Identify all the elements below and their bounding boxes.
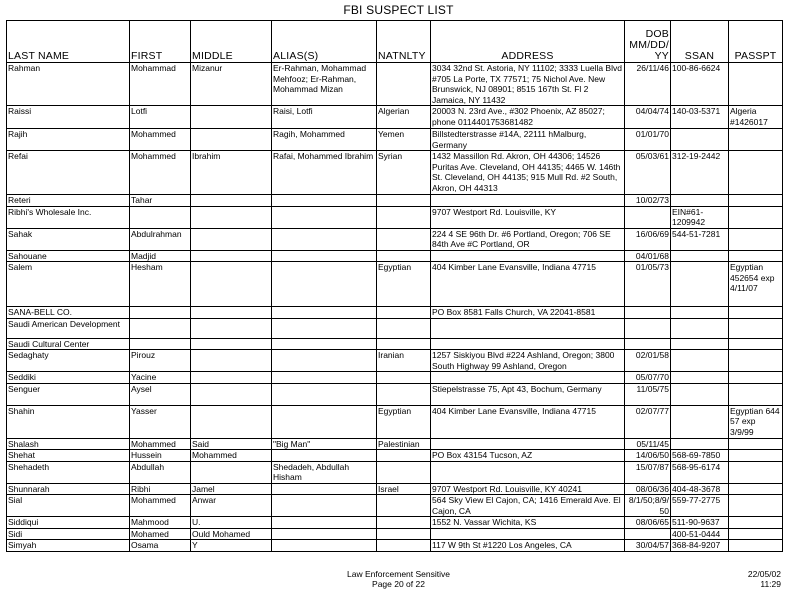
cell-last-name: Reteri (7, 195, 130, 207)
cell-ssan (671, 129, 729, 151)
cell-aliases (272, 495, 377, 517)
cell-last-name: SANA-BELL CO. (7, 307, 130, 319)
cell-aliases (272, 206, 377, 228)
cell-address (431, 318, 625, 338)
cell-middle-name (191, 338, 272, 350)
cell-middle-name (191, 106, 272, 129)
cell-dob: 8/1/50;8/9/50 (625, 495, 671, 517)
cell-middle-name (191, 318, 272, 338)
cell-address: 1257 Siskiyou Blvd #224 Ashland, Oregon; 3800 South Highway 99 Ashland, Oregon (431, 350, 625, 372)
cell-aliases (272, 517, 377, 529)
cell-address: 404 Kimber Lane Evansville, Indiana 47715 (431, 262, 625, 307)
cell-aliases (272, 383, 377, 405)
cell-address (431, 438, 625, 450)
cell-ssan (671, 250, 729, 262)
cell-address (431, 250, 625, 262)
cell-address: 9707 Westport Rd. Louisville, KY 40241 (431, 483, 625, 495)
table-row (7, 450, 783, 462)
cell-nationality: Egyptian (377, 262, 431, 307)
cell-dob (625, 338, 671, 350)
cell-passport (729, 338, 783, 350)
cell-first-name: Yasser (130, 405, 191, 438)
table-body (7, 63, 783, 552)
cell-passport (729, 450, 783, 462)
cell-nationality (377, 528, 431, 540)
cell-dob: 26/11/46 (625, 63, 671, 106)
table-row (7, 495, 783, 517)
cell-ssan (671, 383, 729, 405)
cell-passport (729, 129, 783, 151)
cell-dob: 08/06/36 (625, 483, 671, 495)
cell-passport (729, 195, 783, 207)
table-row (7, 528, 783, 540)
cell-nationality: Iranian (377, 350, 431, 372)
cell-passport (729, 540, 783, 552)
cell-aliases: Er-Rahman, Mohammad Mehfooz; Er-Rahman, Mohammad Mizan (272, 63, 377, 106)
table-row (7, 318, 783, 338)
cell-passport: Algeria #1426017 (729, 106, 783, 129)
cell-address: 564 Sky View El Cajon, CA; 1416 Emerald Ave. El Cajon, CA (431, 495, 625, 517)
cell-address (431, 195, 625, 207)
cell-nationality (377, 63, 431, 106)
cell-aliases (272, 450, 377, 462)
cell-middle-name (191, 461, 272, 483)
cell-last-name: Saudi Cultural Center (7, 338, 130, 350)
cell-ssan: 544-51-7281 (671, 228, 729, 250)
cell-first-name: Tahar (130, 195, 191, 207)
table-row (7, 307, 783, 319)
cell-ssan (671, 405, 729, 438)
cell-ssan: 404-48-3678 (671, 483, 729, 495)
cell-ssan: 568-95-6174 (671, 461, 729, 483)
cell-nationality (377, 461, 431, 483)
cell-ssan (671, 262, 729, 307)
cell-passport (729, 350, 783, 372)
cell-last-name: Shalash (7, 438, 130, 450)
cell-dob: 01/05/73 (625, 262, 671, 307)
cell-ssan: 140-03-5371 (671, 106, 729, 129)
cell-dob: 02/07/77 (625, 405, 671, 438)
cell-first-name: Osama (130, 540, 191, 552)
cell-dob (625, 318, 671, 338)
cell-passport (729, 307, 783, 319)
cell-middle-name: Ould Mohamed (191, 528, 272, 540)
cell-aliases (272, 540, 377, 552)
cell-middle-name (191, 405, 272, 438)
cell-ssan: 312-19-2442 (671, 151, 729, 195)
cell-first-name (130, 206, 191, 228)
cell-nationality (377, 228, 431, 250)
cell-middle-name: Y (191, 540, 272, 552)
cell-first-name: Hesham (130, 262, 191, 307)
suspect-table (6, 20, 783, 552)
footer-date: 22/05/02 (747, 569, 781, 579)
cell-passport (729, 228, 783, 250)
cell-passport (729, 151, 783, 195)
column-header-aliases: ALIAS(S) (272, 21, 377, 63)
cell-aliases (272, 307, 377, 319)
cell-dob: 11/05/75 (625, 383, 671, 405)
cell-dob: 01/01/70 (625, 129, 671, 151)
cell-dob (625, 528, 671, 540)
cell-middle-name (191, 228, 272, 250)
cell-ssan: EIN#61-1209942 (671, 206, 729, 228)
table-row (7, 338, 783, 350)
cell-first-name: Aysel (130, 383, 191, 405)
cell-ssan: 368-84-9207 (671, 540, 729, 552)
cell-aliases: Ragih, Mohammed (272, 129, 377, 151)
cell-aliases: Rafai, Mohammed Ibrahim (272, 151, 377, 195)
cell-aliases: "Big Man" (272, 438, 377, 450)
cell-nationality (377, 540, 431, 552)
cell-address: 1552 N. Vassar Wichita, KS (431, 517, 625, 529)
column-header-last-name: LAST NAME (7, 21, 130, 63)
cell-passport (729, 372, 783, 384)
cell-ssan: 400-51-0444 (671, 528, 729, 540)
cell-last-name: Salem (7, 262, 130, 307)
cell-passport (729, 318, 783, 338)
cell-passport (729, 483, 783, 495)
cell-dob: 15/07/87 (625, 461, 671, 483)
cell-last-name: Shehat (7, 450, 130, 462)
table-header-row (7, 21, 783, 63)
cell-aliases (272, 262, 377, 307)
table-row (7, 461, 783, 483)
table-row (7, 195, 783, 207)
cell-first-name: Madjid (130, 250, 191, 262)
cell-dob: 05/07/70 (625, 372, 671, 384)
cell-ssan (671, 307, 729, 319)
cell-middle-name (191, 262, 272, 307)
cell-dob: 14/06/50 (625, 450, 671, 462)
cell-address: Stiepelstrasse 75, Apt 43, Bochum, Germany (431, 383, 625, 405)
cell-ssan (671, 338, 729, 350)
cell-first-name: Mohammed (130, 129, 191, 151)
cell-aliases: Shedadeh, Abdullah Hisham (272, 461, 377, 483)
table-row (7, 405, 783, 438)
column-header-first: FIRST (130, 21, 191, 63)
cell-dob (625, 307, 671, 319)
cell-aliases (272, 405, 377, 438)
cell-last-name: Rajih (7, 129, 130, 151)
footer-time: 11:29 (760, 579, 781, 589)
cell-middle-name (191, 206, 272, 228)
cell-first-name: Mohammed (130, 438, 191, 450)
cell-ssan (671, 438, 729, 450)
cell-address: PO Box 43154 Tucson, AZ (431, 450, 625, 462)
cell-address: PO Box 8581 Falls Church, VA 22041-8581 (431, 307, 625, 319)
cell-first-name: Mohammed (130, 151, 191, 195)
cell-address (431, 461, 625, 483)
cell-passport (729, 63, 783, 106)
table-row (7, 206, 783, 228)
cell-first-name: Hussein (130, 450, 191, 462)
cell-first-name: Lotfi (130, 106, 191, 129)
table-row (7, 106, 783, 129)
table-row (7, 350, 783, 372)
cell-aliases (272, 250, 377, 262)
cell-address: 117 W 9th St #1220 Los Angeles, CA (431, 540, 625, 552)
cell-dob: 05/11/45 (625, 438, 671, 450)
table-row (7, 540, 783, 552)
cell-nationality (377, 517, 431, 529)
cell-last-name: Seddiki (7, 372, 130, 384)
cell-first-name: Yacine (130, 372, 191, 384)
cell-nationality (377, 495, 431, 517)
cell-middle-name: U. (191, 517, 272, 529)
cell-aliases (272, 318, 377, 338)
table-row (7, 383, 783, 405)
cell-middle-name: Mizanur (191, 63, 272, 106)
cell-nationality (377, 318, 431, 338)
cell-nationality (377, 250, 431, 262)
cell-passport (729, 517, 783, 529)
cell-address: 224 4 SE 96th Dr. #6 Portland, Oregon; 706 SE 84th Ave #C Portland, OR (431, 228, 625, 250)
cell-aliases: Raisi, Lotfi (272, 106, 377, 129)
cell-first-name: Abdulrahman (130, 228, 191, 250)
footer-page-number: Page 20 of 22 (372, 579, 425, 589)
table-row (7, 151, 783, 195)
table-row (7, 372, 783, 384)
cell-ssan: 559-77-2775 (671, 495, 729, 517)
cell-passport (729, 250, 783, 262)
column-header-passport: PASSPT (729, 21, 783, 63)
footer-classification: Law Enforcement Sensitive (347, 569, 450, 579)
cell-first-name: Mohammad (130, 63, 191, 106)
cell-first-name: Ribhi (130, 483, 191, 495)
cell-first-name: Mahmood (130, 517, 191, 529)
cell-first-name (130, 307, 191, 319)
cell-first-name: Mohamed (130, 528, 191, 540)
cell-address: 1432 Massillon Rd. Akron, OH 44306; 14526 Puritas Ave. Cleveland, OH 44135; 4465 W. 146th St. Cleveland, OH 44135; 915 Mull Rd. #2 South, Akron, OH 44313 (431, 151, 625, 195)
cell-ssan (671, 350, 729, 372)
cell-nationality (377, 195, 431, 207)
cell-ssan: 100-86-6624 (671, 63, 729, 106)
cell-first-name (130, 318, 191, 338)
page-footer (0, 569, 797, 589)
cell-last-name: Shunnarah (7, 483, 130, 495)
cell-last-name: Ribhi's Wholesale Inc. (7, 206, 130, 228)
cell-last-name: Rahman (7, 63, 130, 106)
cell-passport: Egyptian 644 57 exp 3/9/99 (729, 405, 783, 438)
cell-nationality: Syrian (377, 151, 431, 195)
cell-nationality: Palestinian (377, 438, 431, 450)
cell-aliases (272, 228, 377, 250)
cell-last-name: Shehadeth (7, 461, 130, 483)
cell-dob: 04/01/68 (625, 250, 671, 262)
cell-last-name: Shahin (7, 405, 130, 438)
cell-ssan (671, 195, 729, 207)
cell-dob: 04/04/74 (625, 106, 671, 129)
cell-dob: 16/06/69 (625, 228, 671, 250)
cell-last-name: Siddiqui (7, 517, 130, 529)
cell-middle-name: Anwar (191, 495, 272, 517)
cell-nationality (377, 383, 431, 405)
table-row (7, 228, 783, 250)
cell-middle-name: Jamel (191, 483, 272, 495)
cell-middle-name (191, 383, 272, 405)
cell-dob: 05/03/61 (625, 151, 671, 195)
cell-last-name: Sedaghaty (7, 350, 130, 372)
cell-nationality (377, 338, 431, 350)
cell-aliases (272, 483, 377, 495)
cell-dob: 10/02/73 (625, 195, 671, 207)
cell-ssan: 568-69-7850 (671, 450, 729, 462)
cell-address (431, 338, 625, 350)
cell-aliases (272, 350, 377, 372)
cell-last-name: Sial (7, 495, 130, 517)
column-header-middle: MIDDLE (191, 21, 272, 63)
cell-nationality (377, 307, 431, 319)
column-header-address: ADDRESS (431, 21, 625, 63)
cell-nationality: Yemen (377, 129, 431, 151)
cell-dob (625, 206, 671, 228)
cell-aliases (272, 338, 377, 350)
cell-dob: 30/04/57 (625, 540, 671, 552)
cell-first-name (130, 338, 191, 350)
cell-middle-name (191, 129, 272, 151)
column-header-nationality: NATNLTY (377, 21, 431, 63)
cell-middle-name (191, 372, 272, 384)
cell-last-name: Saudi American Development (7, 318, 130, 338)
table-row (7, 483, 783, 495)
cell-last-name: Senguer (7, 383, 130, 405)
cell-nationality (377, 206, 431, 228)
cell-nationality (377, 372, 431, 384)
cell-nationality: Algerian (377, 106, 431, 129)
cell-address (431, 528, 625, 540)
document-title: FBI SUSPECT LIST (343, 3, 454, 17)
cell-address: 3034 32nd St. Astoria, NY 11102; 3333 Luella Blvd #705 La Porte, TX 77571; 75 Nichol Ave. New Brunswick, NJ 08901; 8515 167th St. Fl 2 Jamaica, NY 11432 (431, 63, 625, 106)
cell-ssan (671, 318, 729, 338)
table-row (7, 63, 783, 106)
cell-address: Billstedterstrasse #14A, 22111 hMalburg, Germany (431, 129, 625, 151)
cell-ssan (671, 372, 729, 384)
cell-middle-name: Mohammed (191, 450, 272, 462)
cell-first-name: Mohammed (130, 495, 191, 517)
cell-middle-name (191, 250, 272, 262)
cell-dob: 02/01/58 (625, 350, 671, 372)
cell-passport (729, 438, 783, 450)
cell-middle-name (191, 350, 272, 372)
column-header-dob: DOB MM/DD/ YY (625, 21, 671, 63)
table-row (7, 262, 783, 307)
footer-timestamp (748, 569, 781, 589)
cell-first-name: Pirouz (130, 350, 191, 372)
table-row (7, 438, 783, 450)
cell-last-name: Sahak (7, 228, 130, 250)
cell-aliases (272, 195, 377, 207)
cell-passport (729, 528, 783, 540)
table-row (7, 250, 783, 262)
cell-last-name: Sidi (7, 528, 130, 540)
cell-middle-name (191, 307, 272, 319)
table-row (7, 517, 783, 529)
cell-passport (729, 461, 783, 483)
cell-address: 9707 Westport Rd. Louisville, KY (431, 206, 625, 228)
table-row (7, 129, 783, 151)
cell-passport (729, 383, 783, 405)
cell-middle-name: Said (191, 438, 272, 450)
cell-nationality: Israel (377, 483, 431, 495)
cell-nationality: Egyptian (377, 405, 431, 438)
cell-address (431, 372, 625, 384)
cell-last-name: Refai (7, 151, 130, 195)
cell-aliases (272, 372, 377, 384)
cell-nationality (377, 450, 431, 462)
cell-ssan: 511-90-9637 (671, 517, 729, 529)
cell-address: 404 Kimber Lane Evansville, Indiana 47715 (431, 405, 625, 438)
cell-last-name: Raissi (7, 106, 130, 129)
cell-last-name: Simyah (7, 540, 130, 552)
column-header-ssan: SSAN (671, 21, 729, 63)
cell-address: 20003 N. 23rd Ave., #302 Phoenix, AZ 85027; phone 011440175368148​2 (431, 106, 625, 129)
cell-passport (729, 206, 783, 228)
cell-last-name: Sahouane (7, 250, 130, 262)
cell-passport: Egyptian 452654 exp 4/11/07 (729, 262, 783, 307)
cell-first-name: Abdullah (130, 461, 191, 483)
cell-dob: 08/06/65 (625, 517, 671, 529)
cell-passport (729, 495, 783, 517)
cell-middle-name: Ibrahim (191, 151, 272, 195)
cell-aliases (272, 528, 377, 540)
cell-middle-name (191, 195, 272, 207)
